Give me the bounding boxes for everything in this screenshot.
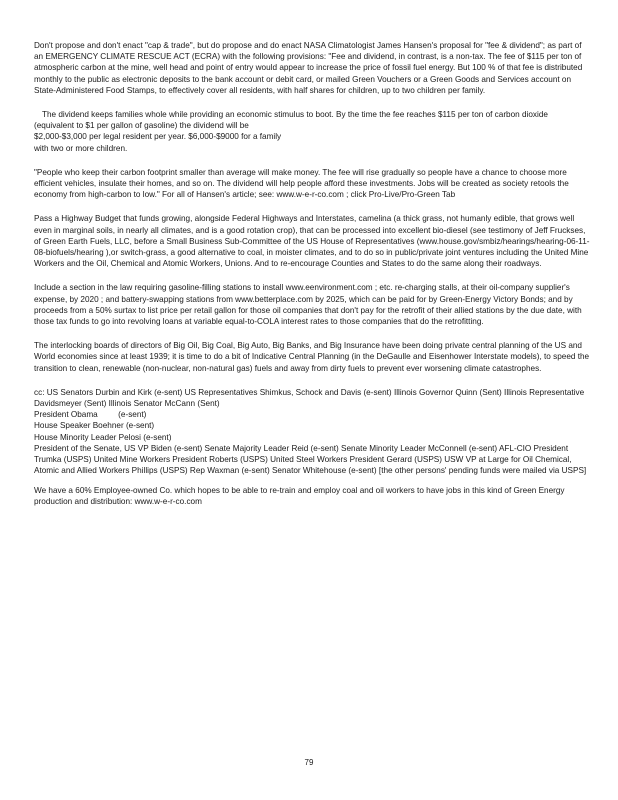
dividend-amount-line: $2,000-$3,000 per legal resident per year. $6,000-$9000 for a family bbox=[34, 132, 282, 142]
paragraph-employee-owned: We have a 60% Employee-owned Co. which hopes to be able to re-train and employ coal and oil workers to have jobs in this kind of Green Energy production and distribution: www.w-e-r-co.com bbox=[34, 485, 565, 506]
cc-line-president: President Obama (e-sent) bbox=[34, 410, 147, 420]
paragraph-central-planning: The interlocking boards of directors of Big Oil, Big Coal, Big Auto, Big Banks, and Big Insurance have been doing private central planning of the US and World economies since at least 1939; it is time to do a bit of Indicative Central Planning (in the DeGaulle and Eisenhower Interstate models), to speed the transition to clean, renewable (non-nuclear, non-natural gas) fuels and away from dirty fuels to prevent ever worsening climate catastrophes. bbox=[34, 341, 590, 373]
cc-line-senate-and-unions: President of the Senate, US VP Biden (e-sent) Senate Majority Leader Reid (e-sent) Senate Minority Leader McConnell (e-sent) AFL-CIO President Trumka (USPS) United Mine Workers President Roberts (USPS) United Steel Workers President Gerard (USPS) USW VP at Large for Oil Chemical, Atomic and Allied Workers Phillips (USPS) Rep Waxman (e-sent) Senator Whitehouse (e-sent) [the other persons' pending funds were mailed via USPS] bbox=[34, 443, 587, 476]
paragraph-hansen-quote: "People who keep their carbon footprint smaller than average will make money. The fee will rise gradually so people have a chance to choose more efficient vehicles, insulate their homes, and so on. The dividend will help people afford these investments. Jobs will be created as society retools the economy from high-carbon to low." For all of Hansen's article; see: www.w-e-r-co.com ; click Pro-Live/Pro-Green Tab bbox=[34, 167, 569, 200]
cc-line-senators: cc: US Senators Durbin and Kirk (e-sent) US Representatives Shimkus, Schock and Davis (e-sent) Illinois Governor Quinn (Sent) Illinois Representative Davidsmeyer (Sent) Illinois Senator McCann (Sent) bbox=[34, 387, 585, 409]
cc-line-minority-leader: House Minority Leader Pelosi (e-sent) bbox=[34, 432, 172, 442]
page-body bbox=[34, 40, 590, 520]
paragraph-dividend-stimulus bbox=[34, 109, 590, 154]
cc-line-speaker: House Speaker Boehner (e-sent) bbox=[34, 421, 155, 431]
paragraph-charging-stations: Include a section in the law requiring gasoline-filling stations to install www.eenvironment.com ; etc. re-charging stalls, at their oil-company supplier's expense, by 2020 ; and battery-swapping stations from www.betterplace.com by 2025, which can be paid for by Green-Energy Victory Bonds; and by proceeds from a 50% surtax to list price per retail gallon for those oil companies that don't pay for the retrofit of their allied stations by the due date, with those tax funds to go into revolving loans at variable equal-to-COLA interest rates to those companies that do the retrofitting. bbox=[34, 283, 582, 327]
page-number: 79 bbox=[304, 758, 314, 767]
paragraph-highway-budget: Pass a Highway Budget that funds growing, alongside Federal Highways and Interstates, camelina (a thick grass, not humanly edible, that grows well even in marginal soils, in nearly all climates, and is a good rotation crop), that can be processed into excellent bio-diesel (see testimony of Jeff Fruckses, of Green Earth Fuels, LLC, before a Small Business Sub-Committee of the US House of Representatives (www.house.gov/smbiz/hearings/hearing-06-11-08-biofuels/hearing ),or switch-grass, a good alternative to coal, in moister climates, and to do so in public/private joint ventures including the United Mine Workers and the Oil, Chemical and Atomic Workers, Unions. And to re-encourage Counties and States to do the same along their roadways. bbox=[34, 214, 590, 269]
cc-list bbox=[34, 387, 590, 477]
dividend-stimulus-text: The dividend keeps families whole while providing an economic stimulus to boot. By the time the fee reaches $115 per ton of carbon dioxide (equivalent to $1 per gallon of gasoline) the dividend will be bbox=[34, 110, 548, 131]
paragraph-fee-and-dividend: Don't propose and don't enact "cap & trade", but do propose and do enact NASA Climatologist James Hansen's proposal for "fee & dividend"; as part of an EMERGENCY CLIMATE RESCUE ACT (ECRA) with the following provisions: "Fee and dividend, in contrast, is a non-tax. The fee of $115 per ton of atmospheric carbon at the mine, well head and point of entry would appear to increase the price of fossil fuel energy. But 100 % of that fee is distributed monthly to the public as electronic deposits to the bank account or debit card, or mailed Green Vouchers or a Green Goods and Services account on State-Administered Food Stamps, to effectively cover all residents, with half shares for children, up to two children per family. bbox=[34, 41, 583, 95]
dividend-children-line: with two or more children. bbox=[34, 143, 128, 153]
